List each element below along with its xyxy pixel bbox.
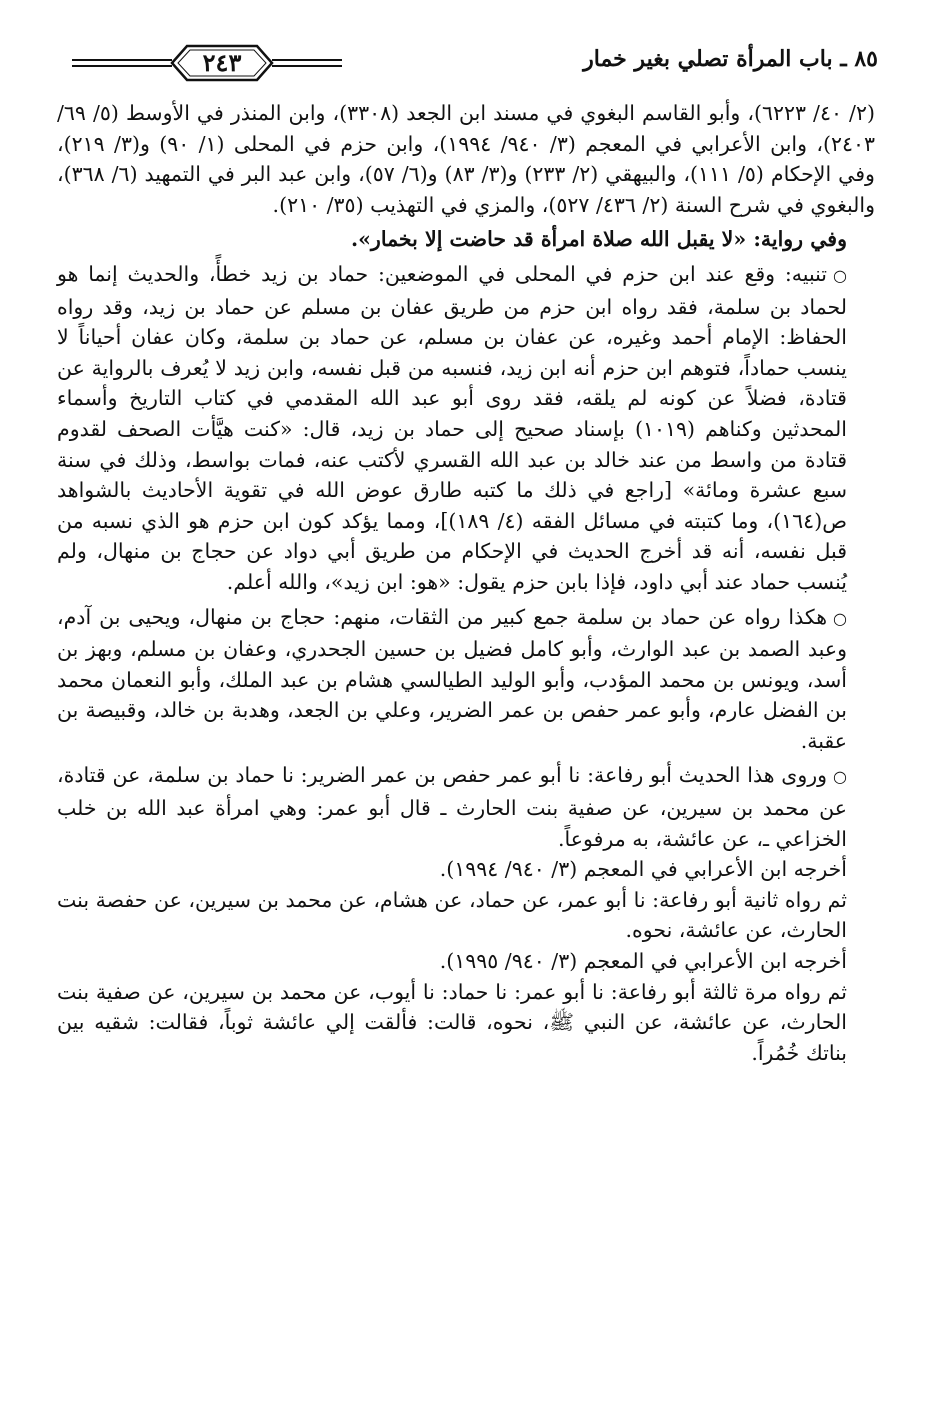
paragraph-third-narration [57,977,875,1069]
page-number: ٢٤٣ [202,48,242,77]
paragraph-text: هكذا رواه عن حماد بن سلمة جمع كبير من الثقات، منهم: حجاج بن منهال، ويحيى بن آدم، وعبد الصمد بن عبد الوارث، وأبو كامل فضيل بن حسين الجحدري، وعفان بن مسلم، وبهز بن أسد، ويونس بن محمد المؤدب، وأبو الوليد الطيالسي هشام بن عبد الملك، وأبو النعمان محمد بن الفضل عارم، وأبو عمر حفص بن عمر الضرير، وعلي بن الجعد، وهدبة بن خالد، وقبيصة بن عقبة. [57,604,847,753]
page-body [57,98,875,1068]
paragraph-text: ثم رواه مرة ثالثة أبو رفاعة: نا أبو عمر: نا حماد: نا أيوب، عن محمد بن سيرين، عن صفية بنت الحارث، عن عائشة، عن النبي ﷺ، نحوه، قالت: فألقت إلي عائشة ثوباً، فقالت: شقيه بين بناتك خُمُراً. [57,979,847,1065]
bullet-marker-icon: ○ [833,608,847,628]
paragraph-variant-narration [57,224,875,255]
paragraph-citation-1 [57,854,875,885]
paragraph-narrators [57,602,875,757]
bullet-marker-icon: ○ [833,265,847,285]
paragraph-references [57,98,875,220]
paragraph-text: ثم رواه ثانية أبو رفاعة: نا أبو عمر، عن حماد، عن هشام، عن محمد بن سيرين، عن حفصة بنت الحارث، عن عائشة، نحوه. [57,887,847,943]
chapter-title: ٨٥ ـ باب المرأة تصلي بغير خمار [583,46,878,72]
paragraph-citation-2 [57,946,875,977]
paragraph-text: أخرجه ابن الأعرابي في المعجم (٣/ ٩٤٠/ ١٩٩٤). [439,857,847,882]
bullet-marker-icon: ○ [833,767,847,787]
paragraph-text: (٢/ ٤٠/ ٦٢٢٣)، وأبو القاسم البغوي في مسند ابن الجعد (٣٣٠٨)، وابن المنذر في الأوسط (٥/ ٦٩/ ٢٤٠٣)، وابن الأعرابي في المعجم (٣/ ٩٤٠/ ١٩٩٤)، وابن حزم في المحلى (١/ ٩٠) و(٣/ ٢١٩)، وفي الإحكام (٥/ ١١١)، والبيهقي (٢/ ٢٣٣) و(٣/ ٨٣) و(٦/ ٥٧)، وابن عبد البر في التمهيد (٦/ ٣٦٨)، والبغوي في شرح السنة (٢/ ٤٣٦/ ٥٢٧)، والمزي في التهذيب (٣٥/ ٢١٠). [57,101,876,217]
page-header [72,40,878,92]
paragraph-text: وفي رواية: «لا يقبل الله صلاة امرأة قد حاضت إلا بخمار». [350,227,847,252]
page-number-ornament [72,40,342,88]
paragraph-note [57,259,875,598]
paragraph-text: وروى هذا الحديث أبو رفاعة: نا أبو عمر حفص بن عمر الضرير: نا حماد بن سلمة، عن قتادة، عن محمد بن سيرين، عن صفية بنت الحارث ـ قال أبو عمر: وهي امرأة عبد الله بن خلب الخزاعي ـ، عن عائشة، به مرفوعاً. [57,763,847,851]
paragraph-text: تنبيه: وقع عند ابن حزم في المحلى في الموضعين: حماد بن زيد خطأً، والحديث إنما هو لحماد بن سلمة، فقد رواه ابن حزم من طريق عفان بن مسلم عن حماد بن زيد، وقد رواه الحفاظ: الإمام أحمد وغيره، عن عفان بن مسلم، عن حماد بن سلمة، وكان عفان أحياناً لا ينسب حماداً، فتوهم ابن حزم أنه ابن زيد، فنسبه من قبل نفسه، وابن زيد لا يُعرف بالرواية عن قتادة، فضلاً عن كونه لم يلقه، فقد روى أبو عبد الله المقدمي في كتاب التاريخ وأسماء المحدثين وكناهم (١٠١٩) بإسناد صحيح إلى حماد بن زيد، قال: «كنت هيَّأت الصحف لقدوم قتادة من واسط من عند خالد بن عبد الله القسري لأكتب عنه، فمات بواسط، وذلك في سنة سبع عشرة ومائة» [راجع في ذلك ما كتبه طارق عوض الله في تقوية الأحاديث بالشواهد ص(١٦٤)، وما كتبته في مسائل الفقه (٤/ ١٨٩)]، ومما يؤكد كون ابن حزم هو الذي نسبه من قبل نفسه، أنه قد أخرج الحديث في الإحكام من طريق أبي دواد عن حجاج بن منهال، ولم يُنسب حماد عند أبي داود، فإذا بابن حزم يقول: «هو: ابن زيد»، والله أعلم. [57,261,847,594]
paragraph-text: أخرجه ابن الأعرابي في المعجم (٣/ ٩٤٠/ ١٩٩٥). [439,949,847,974]
paragraph-second-narration [57,885,875,946]
paragraph-abu-rifaa [57,760,875,854]
